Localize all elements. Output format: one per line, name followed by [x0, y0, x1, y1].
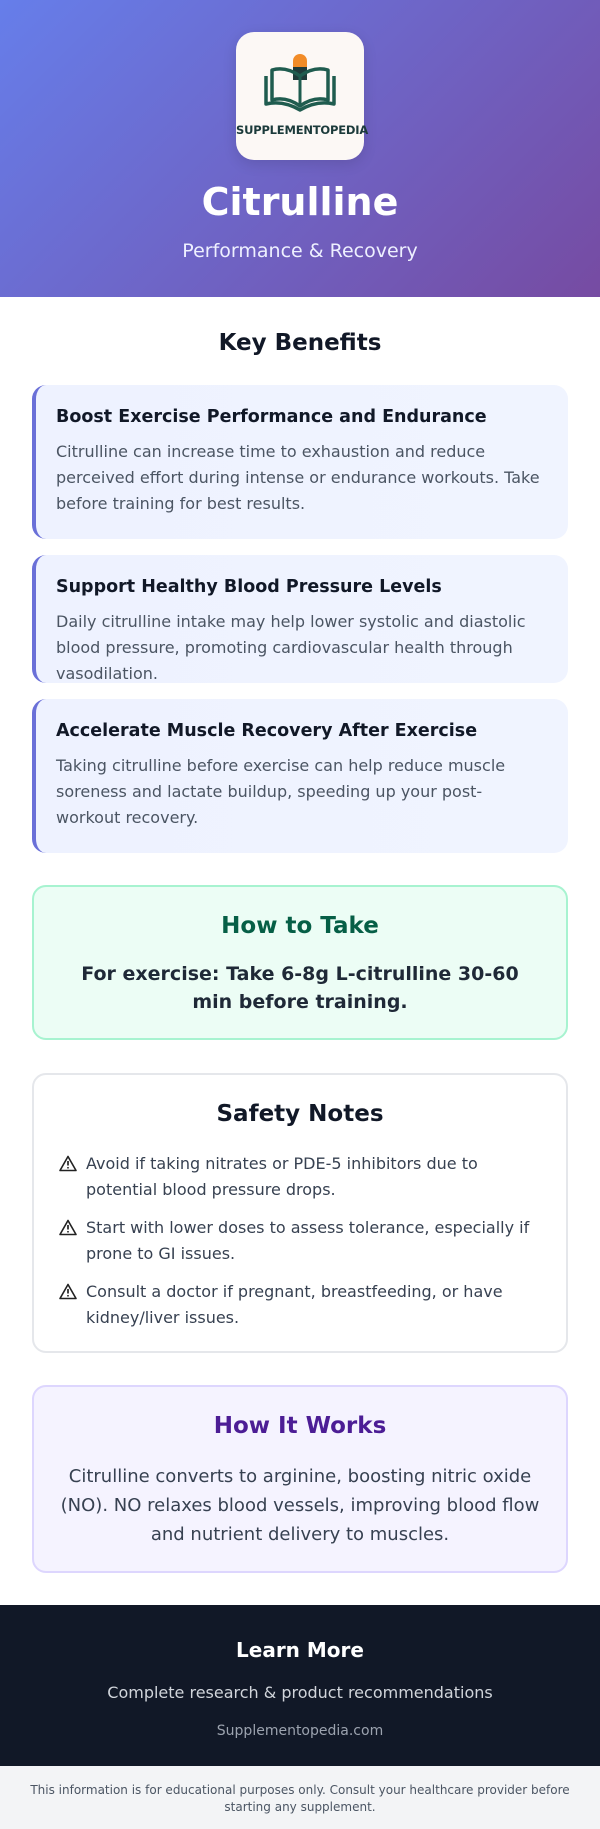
- safety-notes-title: Safety Notes: [216, 1101, 384, 1127]
- page-title: Citrulline: [201, 180, 399, 224]
- footer-subtitle: Complete research & product recommendations: [107, 1683, 493, 1702]
- safety-notes-card: [32, 1073, 568, 1353]
- footer-website-link[interactable]: Supplementopedia.com: [216, 1723, 384, 1739]
- benefit-card: [32, 385, 568, 539]
- warning-icon: [58, 1219, 78, 1236]
- page-subtitle: Performance & Recovery: [182, 240, 418, 262]
- disclaimer: This information is for educational purposes only. Consult your healthcare provider before starting any supplement.: [0, 1766, 600, 1829]
- logo-wordmark: SUPPLEMENTOPEDIA: [236, 123, 369, 137]
- safety-item: [58, 1151, 542, 1203]
- safety-item-text: Avoid if taking nitrates or PDE-5 inhibitors due to potential blood pressure drops.: [86, 1154, 478, 1199]
- warning-icon: [58, 1283, 78, 1300]
- footer: [0, 1605, 600, 1766]
- safety-item-text: Start with lower doses to assess tolerance, especially if prone to GI issues.: [86, 1218, 530, 1263]
- safety-item: [58, 1215, 542, 1267]
- benefit-heading: Accelerate Muscle Recovery After Exercise: [56, 721, 478, 741]
- benefit-card: [32, 699, 568, 853]
- benefit-heading: Support Healthy Blood Pressure Levels: [56, 577, 442, 597]
- how-it-works-text: Citrulline converts to arginine, boosting nitric oxide (NO). NO relaxes blood vessels, improving blood flow and nutrient delivery to muscles.: [60, 1466, 540, 1545]
- how-to-take-card: [32, 885, 568, 1040]
- benefit-text: Daily citrulline intake may help lower systolic and diastolic blood pressure, promoting cardiovascular health through vasodilation.: [56, 612, 526, 683]
- benefit-text: Citrulline can increase time to exhaustion and reduce perceived effort during intense or endurance workouts. Take before training for best results.: [56, 442, 540, 513]
- safety-item: [58, 1279, 542, 1331]
- benefit-card: [32, 555, 568, 683]
- warning-icon: [58, 1155, 78, 1172]
- book-pill-logo-icon: [264, 54, 336, 120]
- footer-title: Learn More: [236, 1638, 364, 1662]
- how-to-take-title: How to Take: [221, 913, 379, 939]
- benefit-heading: Boost Exercise Performance and Endurance: [56, 407, 487, 427]
- benefit-text: Taking citrulline before exercise can help reduce muscle soreness and lactate buildup, speeding up your post-workout recovery.: [56, 756, 506, 827]
- how-it-works-card: [32, 1385, 568, 1573]
- hero-header: [0, 0, 600, 297]
- key-benefits-title: Key Benefits: [218, 330, 382, 356]
- brand-logo: [236, 32, 369, 160]
- how-to-take-text: For exercise: Take 6-8g L-citrulline 30-60 min before training.: [81, 963, 519, 1013]
- safety-item-text: Consult a doctor if pregnant, breastfeeding, or have kidney/liver issues.: [86, 1282, 503, 1327]
- how-it-works-title: How It Works: [213, 1413, 387, 1439]
